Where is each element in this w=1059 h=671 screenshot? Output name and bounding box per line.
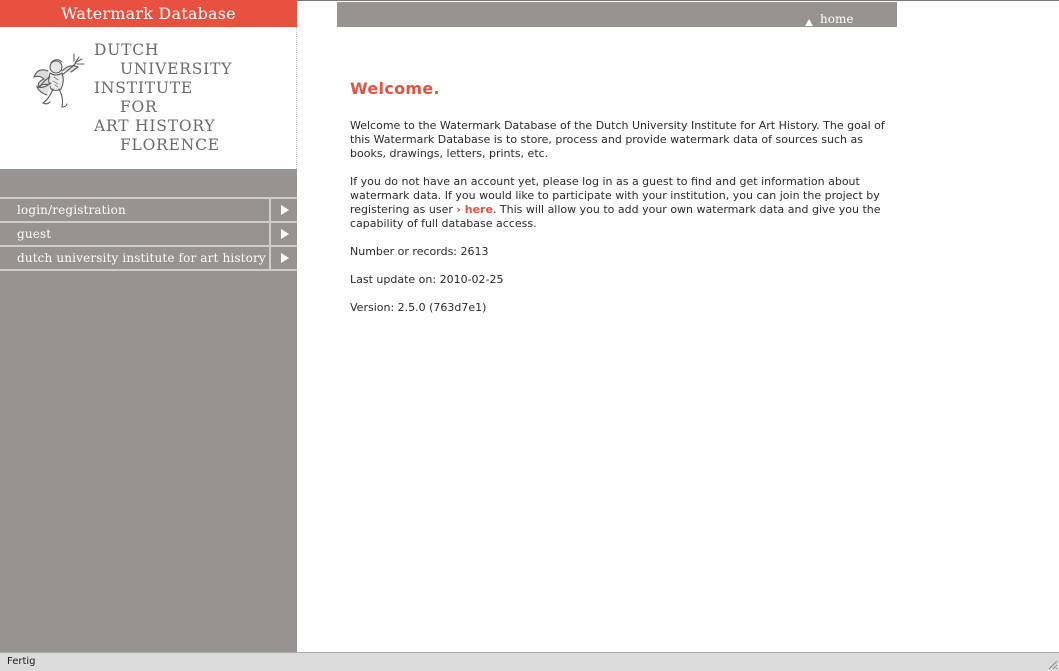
play-arrow-icon[interactable]	[269, 223, 297, 245]
top-nav-bar	[337, 2, 897, 27]
logo-text-line: FOR	[120, 98, 158, 116]
home-link[interactable]: home	[820, 12, 854, 26]
logo-text-line: DUTCH	[94, 41, 160, 59]
top-divider	[297, 0, 1059, 1]
guest-text-before: If you do not have an account yet, please log in as a guest to find and get information about watermark data. If you would like to participate with your institution, you can join the project by registering as user	[350, 175, 880, 216]
version-info: Version: 2.5.0 (763d7e1)	[350, 301, 487, 314]
logo-text-line: UNIVERSITY	[120, 60, 233, 78]
status-text: Fertig	[7, 656, 36, 667]
sidebar-nav	[0, 197, 297, 271]
cherub-icon	[28, 49, 90, 125]
guest-text-after: . This will allow you to add your own watermark data and give you the capability of full database access.	[350, 203, 881, 230]
logo-text-line: FLORENCE	[120, 136, 220, 154]
active-marker-icon	[805, 19, 813, 26]
site-title: Watermark Database	[0, 0, 297, 27]
sidebar-item-dutch-university-institute[interactable]	[0, 247, 297, 271]
register-here-link[interactable]: › here	[456, 203, 493, 216]
guest-paragraph	[350, 175, 890, 231]
sidebar-item-login-registration[interactable]	[0, 197, 297, 223]
logo-text-line: ART HISTORY	[94, 117, 216, 135]
record-count: Number or records: 2613	[350, 245, 489, 258]
institute-logo	[0, 27, 297, 169]
sidebar-item-label: guest	[17, 227, 52, 241]
logo-text-line: INSTITUTE	[94, 79, 194, 97]
sidebar-item-label: dutch university institute for art history	[17, 251, 266, 265]
play-arrow-icon[interactable]	[269, 247, 297, 269]
resize-grip-icon[interactable]	[1046, 658, 1058, 670]
status-bar	[0, 652, 1059, 671]
sidebar-item-label: login/registration	[17, 203, 126, 217]
sidebar	[0, 0, 297, 652]
intro-paragraph: Welcome to the Watermark Database of the Dutch University Institute for Art History. The goal of this Watermark Database is to store, process and provide watermark data of sources such as books, drawings, letters, prints, etc.	[350, 119, 885, 160]
main-content	[350, 78, 890, 329]
sidebar-item-guest[interactable]	[0, 223, 297, 247]
page-title: Welcome.	[350, 79, 440, 98]
play-arrow-icon[interactable]	[269, 199, 297, 221]
last-update: Last update on: 2010-02-25	[350, 273, 504, 286]
